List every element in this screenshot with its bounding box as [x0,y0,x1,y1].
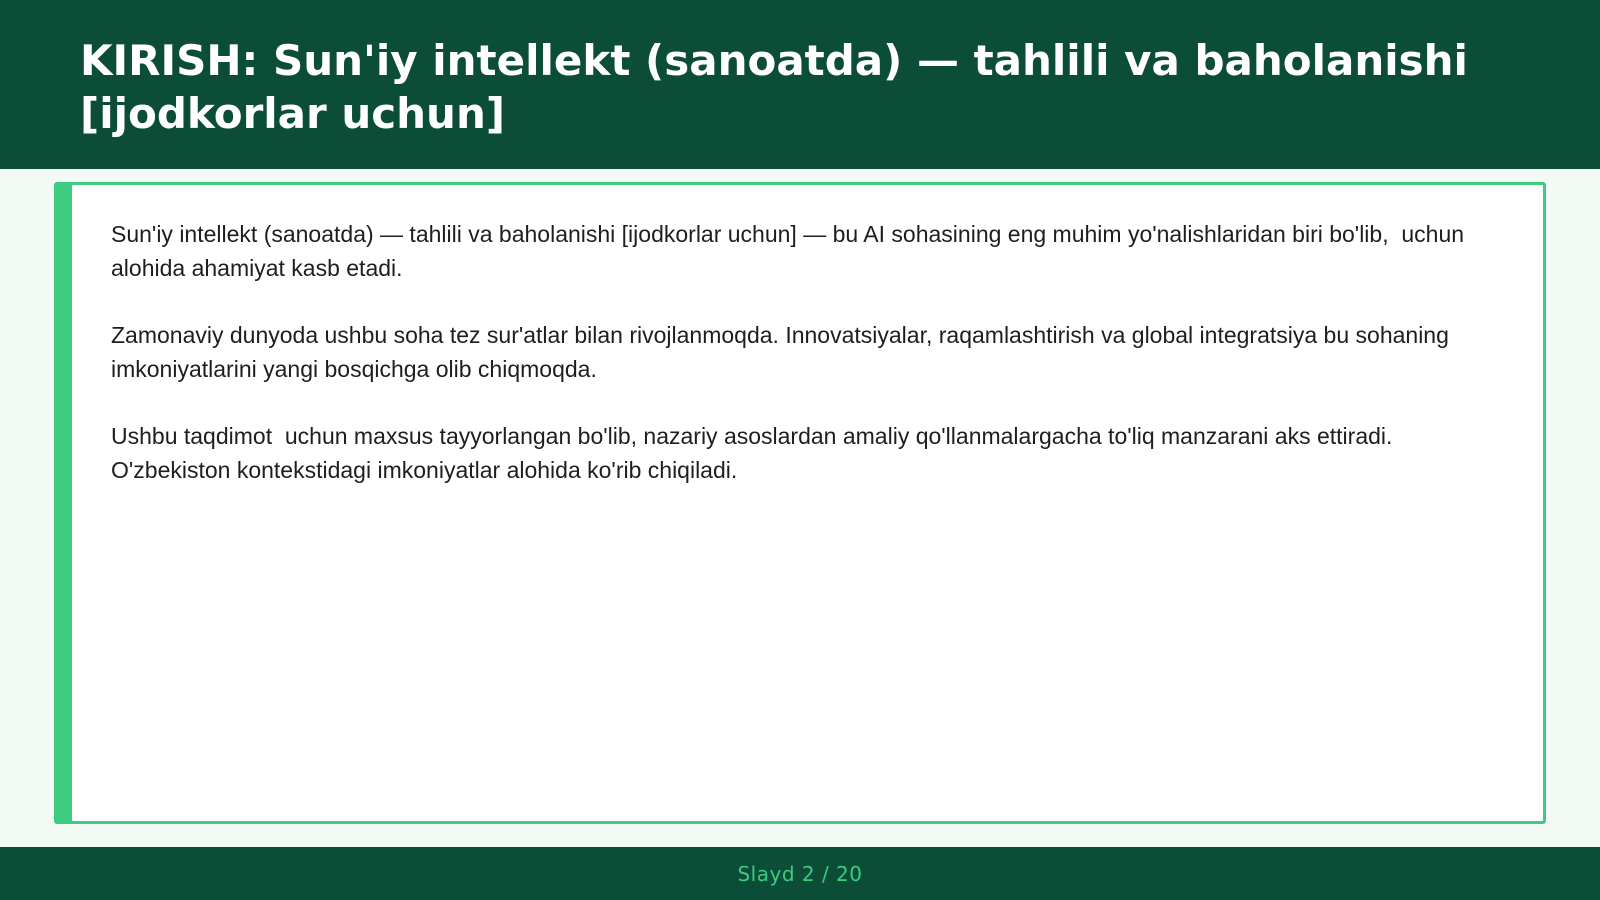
slide-counter: Slayd 2 / 20 [737,861,863,886]
context-paragraph: Zamonaviy dunyoda ushbu soha tez sur'atlar bilan rivojlanmoqda. Innovatsiyalar, raqamlashtirish va global integratsiya bu sohaning imkoniyatlarini yangi bosqichga olib chiqmoqda. [111,322,1456,382]
intro-paragraph: Sun'iy intellekt (sanoatda) — tahlili va baholanishi [ijodkorlar uchun] — bu AI sohasining eng muhim yo'nalishlaridan biri bo'lib, uchun alohida ahamiyat kasb etadi. [111,221,1471,281]
slide-footer [0,847,1600,900]
slide-title: KIRISH: Sun'iy intellekt (sanoatda) — tahlili va baholanishi [ijodkorlar uchun] [80,36,1468,138]
purpose-paragraph: Ushbu taqdimot uchun maxsus tayyorlangan bo'lib, nazariy asoslardan amaliy qo'llanmalargacha to'liq manzarani aks ettiradi. O'zbekiston kontekstidagi imkoniyatlar alohida ko'rib chiqiladi. [111,423,1399,483]
slide-header [0,0,1600,169]
content-card [54,182,1546,824]
